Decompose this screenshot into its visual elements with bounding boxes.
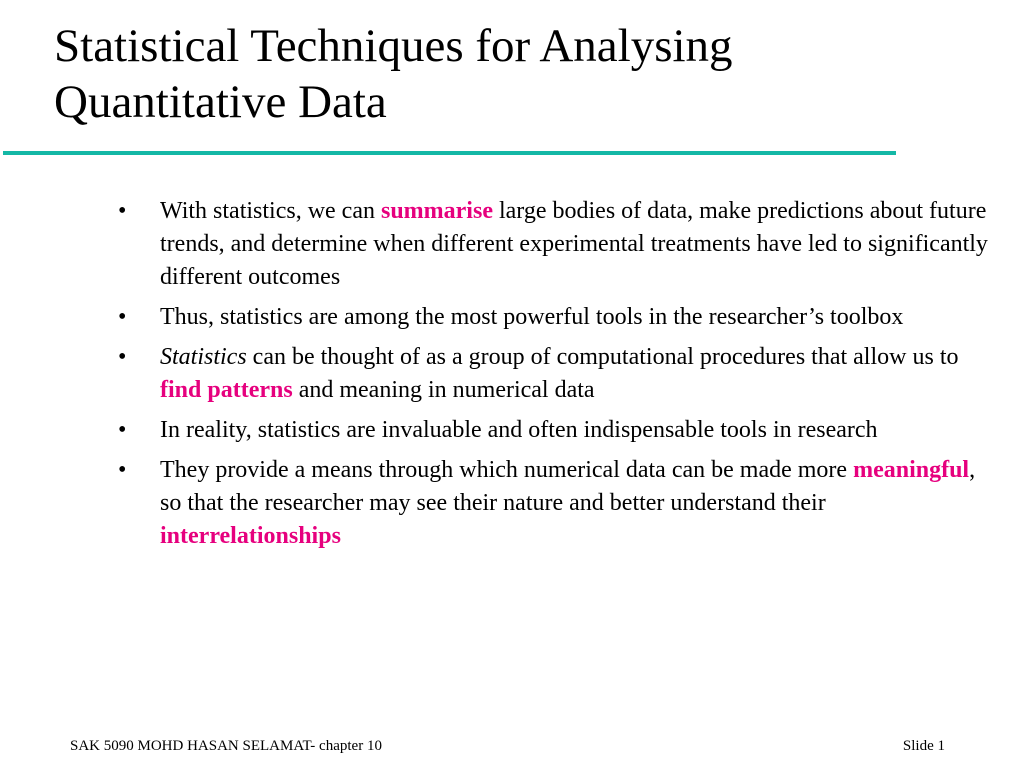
bullet-text: They provide a means through which numerical data can be made more xyxy=(160,457,854,483)
footer-course-label: SAK 5090 MOHD HASAN SELAMAT- chapter 10 xyxy=(70,738,382,754)
italic-term-statistics: Statistics xyxy=(160,344,247,370)
bullet-icon: • xyxy=(118,417,127,443)
bullet-text: and meaning in numerical data xyxy=(292,377,595,403)
bullet-icon: • xyxy=(118,198,127,224)
highlight-find-patterns: find patterns xyxy=(160,377,293,403)
bullet-icon: • xyxy=(118,304,127,330)
bullet-text: In reality, statistics are invaluable and often indispensable tools in research xyxy=(160,417,878,443)
highlight-interrelationships: interrelationships xyxy=(160,523,341,549)
bullet-text: Thus, statistics are among the most powerful tools in the researcher’s toolbox xyxy=(160,304,904,330)
bullet-item-3 xyxy=(118,341,988,407)
bullet-item-5 xyxy=(118,454,988,553)
bullet-item-2 xyxy=(118,301,988,334)
bullet-text: , so that the researcher may see their nature and better understand their xyxy=(160,457,976,516)
footer-slide-number: Slide 1 xyxy=(902,738,945,754)
bullet-icon: • xyxy=(118,457,127,483)
slide-title-line-2: Quantitative Data xyxy=(54,76,387,128)
bullet-item-1 xyxy=(118,195,988,294)
slide-title xyxy=(54,18,954,130)
slide-title-line-1: Statistical Techniques for Analysing xyxy=(54,20,733,72)
bullet-text: large bodies of data, make predictions about future trends, and determine when different experimental treatments have led to significantly different outcomes xyxy=(160,198,988,290)
highlight-meaningful: meaningful xyxy=(853,457,970,483)
bullet-list xyxy=(118,195,988,560)
title-underline-divider xyxy=(3,151,896,155)
bullet-icon: • xyxy=(118,344,127,370)
bullet-text: With statistics, we can xyxy=(160,198,381,224)
highlight-summarise: summarise xyxy=(380,198,493,224)
bullet-text: can be thought of as a group of computational procedures that allow us to xyxy=(246,344,959,370)
bullet-item-4 xyxy=(118,414,988,447)
